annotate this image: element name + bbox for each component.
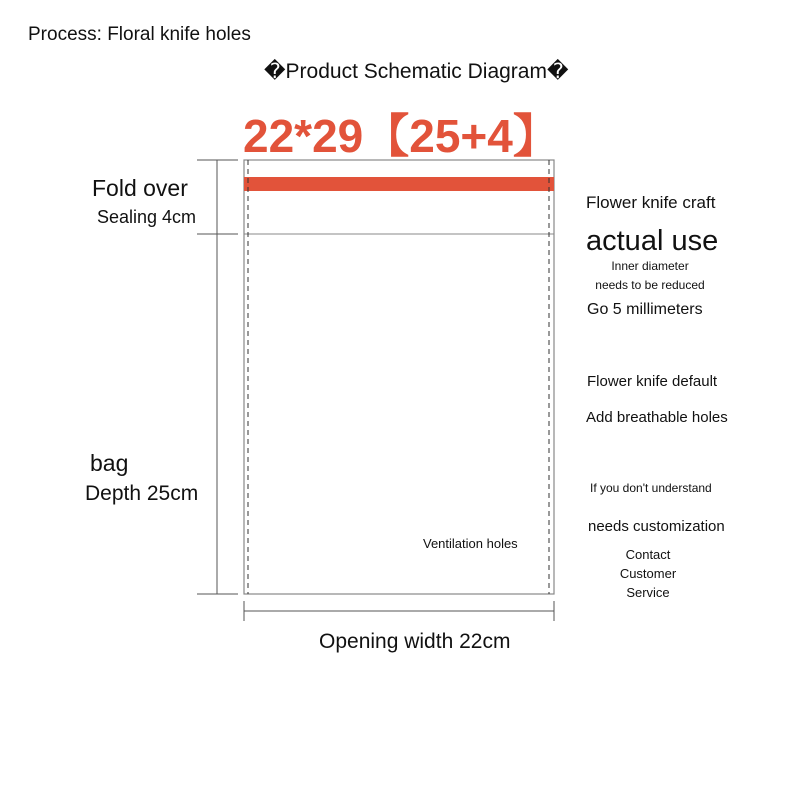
sealing-label: Sealing 4cm <box>97 207 197 227</box>
seal-strip <box>244 177 554 191</box>
note-flower-knife-default: Flower knife default <box>587 373 718 390</box>
ventilation-holes-label: Ventilation holes <box>423 536 518 551</box>
depth-label: Depth 25cm <box>85 482 199 505</box>
note-needs-customization: needs customization <box>588 518 725 535</box>
note-actual-use: actual use <box>586 225 719 257</box>
bag-label: bag <box>90 450 129 476</box>
schematic-title: �Product Schematic Diagram� <box>264 60 569 83</box>
process-label: Process: Floral knife holes <box>28 24 251 45</box>
note-contact-customer-service: Contact Customer Service <box>619 547 677 600</box>
note-if-you-dont-understand: If you don't understand <box>590 481 712 495</box>
size-spec: 22*29【25+4】 <box>243 110 559 162</box>
note-inner-diameter: Inner diameter needs to be reduced <box>595 259 705 292</box>
note-go-5mm: Go 5 millimeters <box>587 301 703 318</box>
bag-outline <box>244 160 554 594</box>
note-flower-knife-craft: Flower knife craft <box>586 193 716 212</box>
note-add-breathable-holes: Add breathable holes <box>586 409 728 426</box>
fold-over-label: Fold over <box>92 175 188 201</box>
opening-width-label: Opening width 22cm <box>319 630 511 653</box>
